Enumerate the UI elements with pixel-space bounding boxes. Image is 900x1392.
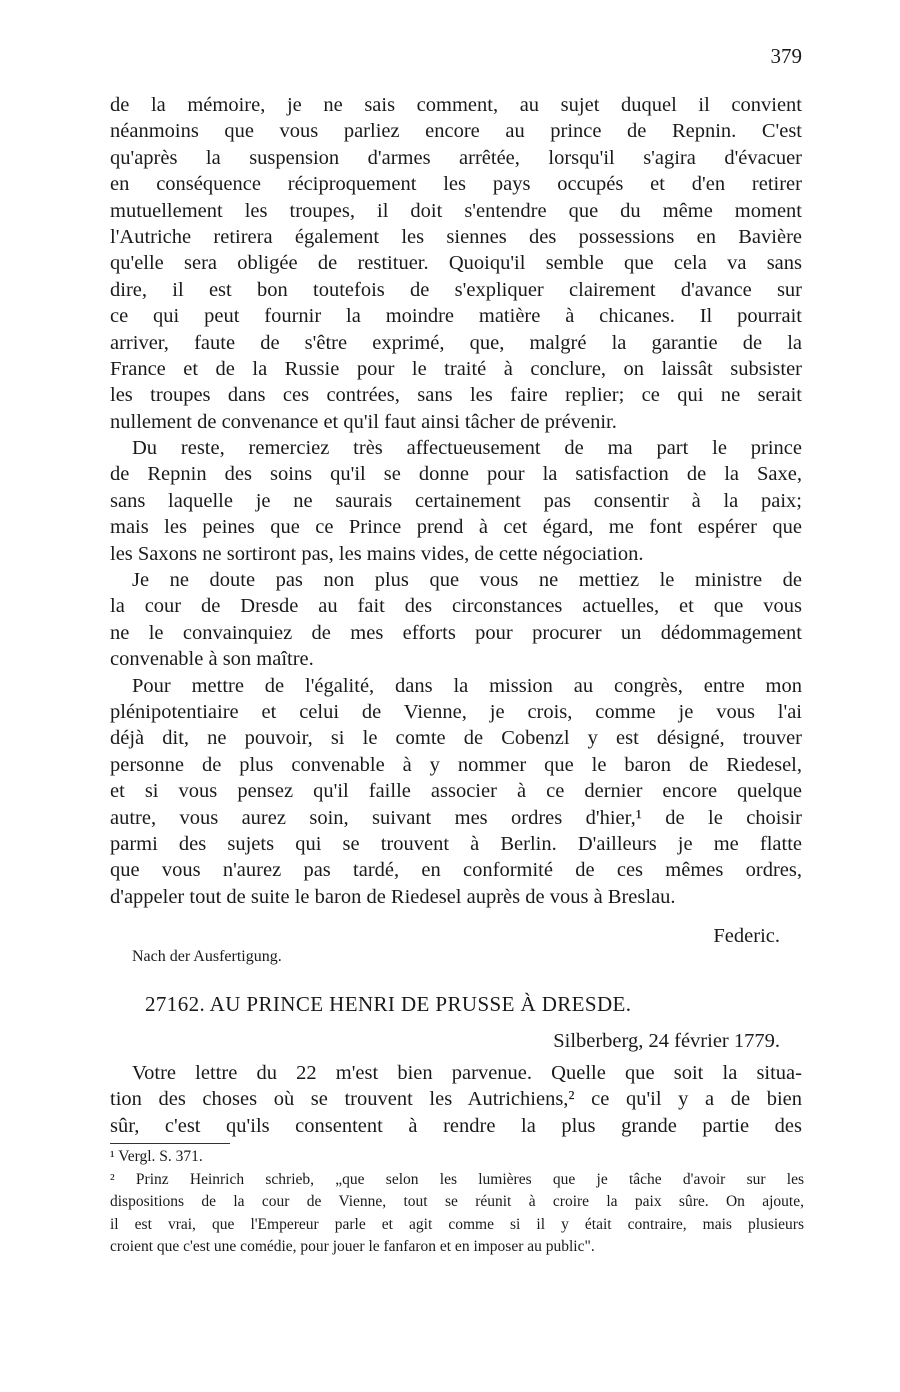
text-line: dire, il est bon toutefois de s'expliquer clairement d'avance sur (110, 278, 802, 301)
text-line: Votre lettre du 22 m'est bien parvenue. Quelle que soit la situa- (132, 1062, 802, 1084)
letter-heading: 27162. AU PRINCE HENRI DE PRUSSE À DRESDE. (145, 992, 632, 1016)
text-line: qu'elle sera obligée de restituer. Quoiqu'il semble que cela va sans (110, 252, 802, 275)
letter-date: Silberberg, 24 février 1779. (553, 1030, 780, 1052)
text-line: mutuellement les troupes, il doit s'entendre que du même moment (110, 199, 802, 222)
text-line: nullement de convenance et qu'il faut ainsi tâcher de prévenir. (110, 410, 617, 433)
footnotes (110, 1146, 804, 1259)
text-line: mais les peines que ce Prince prend à cet égard, me font espérer que (110, 516, 802, 539)
text-line: France et de la Russie pour le traité à conclure, on laissât subsister (110, 357, 802, 380)
footnote-line: croient que c'est une comédie, pour jouer le fanfaron et en imposer au public". (110, 1238, 595, 1255)
text-line: et si vous pensez qu'il faille associer à ce dernier encore quelque (110, 780, 802, 803)
footnote-line: ¹ Vergl. S. 371. (110, 1148, 203, 1165)
source-note: Nach der Ausfertigung. (132, 948, 282, 965)
text-line: ne le convainquiez de mes efforts pour procurer un dédommagement (110, 621, 802, 644)
text-line: convenable à son maître. (110, 648, 314, 671)
footnote-line: il est vrai, que l'Empereur parle et agit comme si il y était contraire, mais plusieurs (110, 1215, 804, 1233)
text-line: l'Autriche retirera également les siennes des possessions en Bavière (110, 225, 802, 248)
text-line: Pour mettre de l'égalité, dans la mission au congrès, entre mon (132, 674, 802, 697)
text-line: que vous n'aurez pas tardé, en conformité de ces mêmes ordres, (110, 859, 802, 882)
page-number: 379 (770, 44, 802, 68)
footnote-line: ² Prinz Heinrich schrieb, „que selon les lumières que je tâche d'avoir sur les (110, 1170, 804, 1188)
text-line: autre, vous aurez soin, suivant mes ordres d'hier,¹ de le choisir (110, 806, 802, 829)
footnote-divider (110, 1143, 230, 1144)
text-line: tion des choses où se trouvent les Autrichiens,² ce qu'il y a de bien (110, 1088, 802, 1111)
footnote-line: dispositions de la cour de Vienne, tout se réunit à croire la paix sûre. On ajoute, (110, 1193, 804, 1210)
text-line: les Saxons ne sortiront pas, les mains vides, de cette négociation. (110, 542, 644, 565)
text-line: Du reste, remerciez très affectueusement de ma part le prince (132, 437, 802, 460)
text-line: plénipotentiaire et celui de Vienne, je crois, comme je vous l'ai (110, 700, 802, 723)
main-text (110, 92, 802, 910)
letter-text (110, 1060, 802, 1139)
text-line: de la mémoire, je ne sais comment, au sujet duquel il convient (110, 94, 802, 116)
text-line: néanmoins que vous parliez encore au prince de Repnin. C'est (110, 120, 802, 143)
text-line: les troupes dans ces contrées, sans les faire replier; ce qui ne serait (110, 384, 802, 407)
text-line: de Repnin des soins qu'il se donne pour la satisfaction de la Saxe, (110, 463, 802, 486)
text-line: déjà dit, ne pouvoir, si le comte de Cobenzl y est désigné, trouver (110, 727, 802, 750)
text-line: en conséquence réciproquement les pays occupés et d'en retirer (110, 173, 802, 196)
text-line: ce qui peut fournir la moindre matière à chicanes. Il pourrait (110, 305, 802, 328)
text-line: parmi des sujets qui se trouvent à Berlin. D'ailleurs je me flatte (110, 832, 802, 855)
text-line: arriver, faute de s'être exprimé, que, malgré la garantie de la (110, 331, 802, 354)
signature: Federic. (713, 925, 780, 947)
text-line: qu'après la suspension d'armes arrêtée, lorsqu'il s'agira d'évacuer (110, 146, 802, 169)
text-line: la cour de Dresde au fait des circonstances actuelles, et que vous (110, 595, 802, 618)
text-line: personne de plus convenable à y nommer que le baron de Riedesel, (110, 753, 802, 776)
text-line: Je ne doute pas non plus que vous ne mettiez le ministre de (132, 569, 802, 592)
text-line: sûr, c'est qu'ils consentent à rendre la plus grande partie des (110, 1114, 802, 1137)
text-line: d'appeler tout de suite le baron de Riedesel auprès de vous à Breslau. (110, 885, 676, 908)
text-line: sans laquelle je ne saurais certainement pas consentir à la paix; (110, 489, 802, 512)
